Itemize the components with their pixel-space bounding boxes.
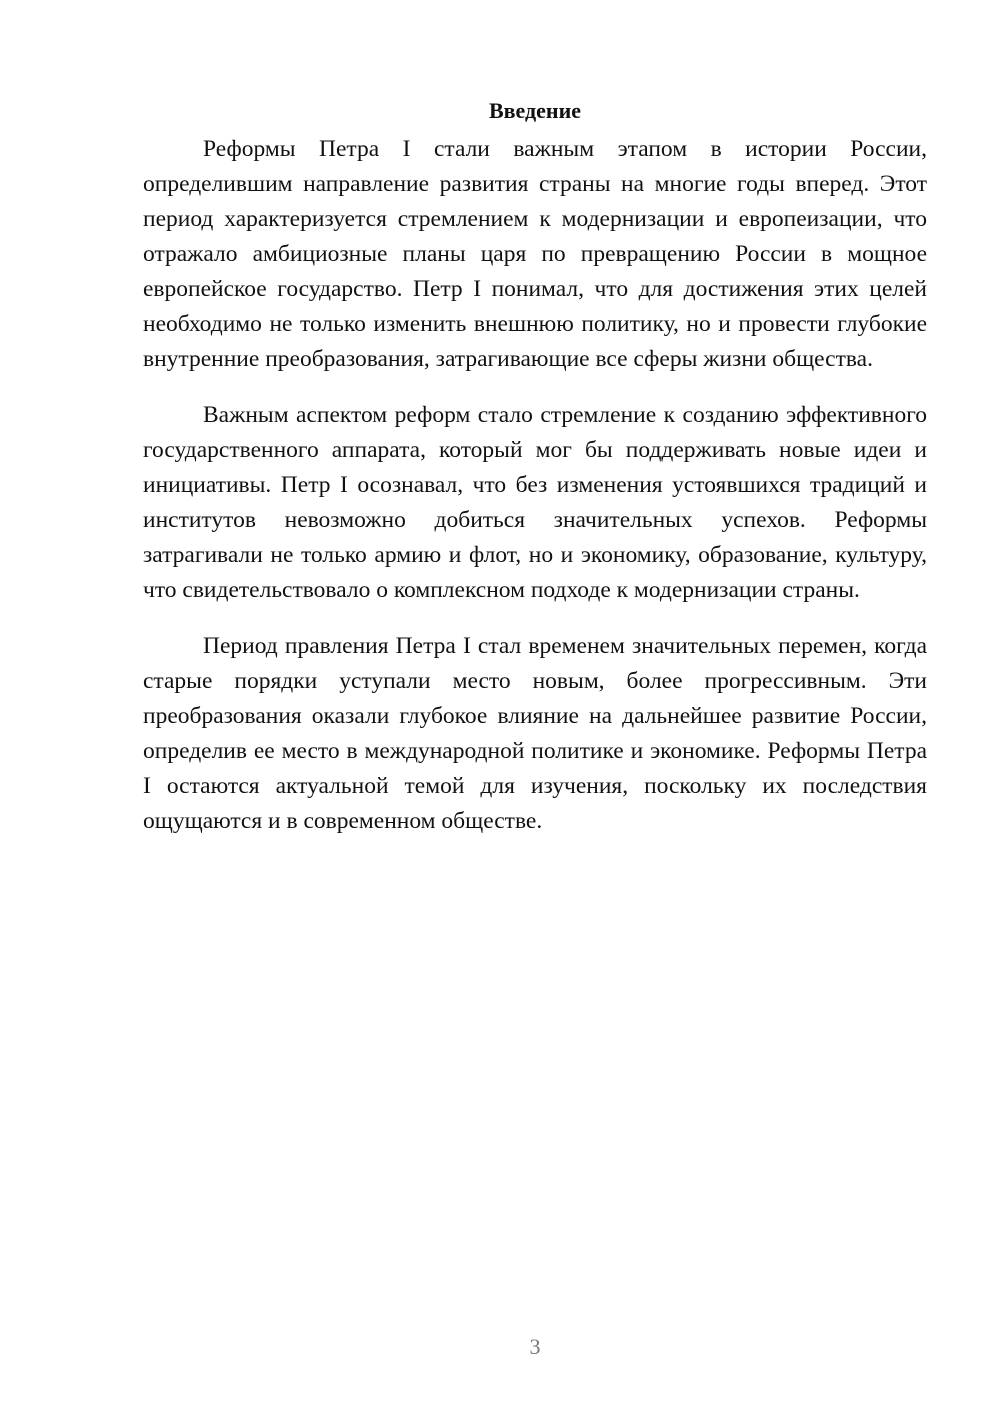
paragraph-2: Важным аспектом реформ стало стремление к созданию эффективного государственного аппарата, который мог бы поддерживать новые идеи и инициативы. Петр I осознавал, что без изменения устоявшихся традиций и институтов невозможно добиться значительных успехов. Реформы затрагивали не только армию и флот, но и экономику, образование, культуру, что свидетельствовало о комплексном подходе к модернизации страны.	[143, 402, 927, 603]
page-content	[143, 96, 927, 860]
paragraph-3: Период правления Петра I стал временем значительных перемен, когда старые порядки уступали место новым, более прогрессивным. Эти преобразования оказали глубокое влияние на дальнейшее развитие России, определив ее место в международной политике и экономике. Реформы Петра I остаются актуальной темой для изучения, поскольку их последствия ощущаются и в современном обществе.	[143, 633, 927, 834]
section-heading: Введение	[488, 98, 582, 123]
paragraph-1: Реформы Петра I стали важным этапом в истории России, определившим направление развития страны на многие годы вперед. Этот период характеризуется стремлением к модернизации и европеизации, что отражало амбициозные планы царя по превращению России в мощное европейское государство. Петр I понимал, что для достижения этих целей необходимо не только изменить внешнюю политику, но и провести глубокие внутренние преобразования, затрагивающие все сферы жизни общества.	[143, 136, 927, 372]
page-number: 3	[529, 1334, 541, 1359]
